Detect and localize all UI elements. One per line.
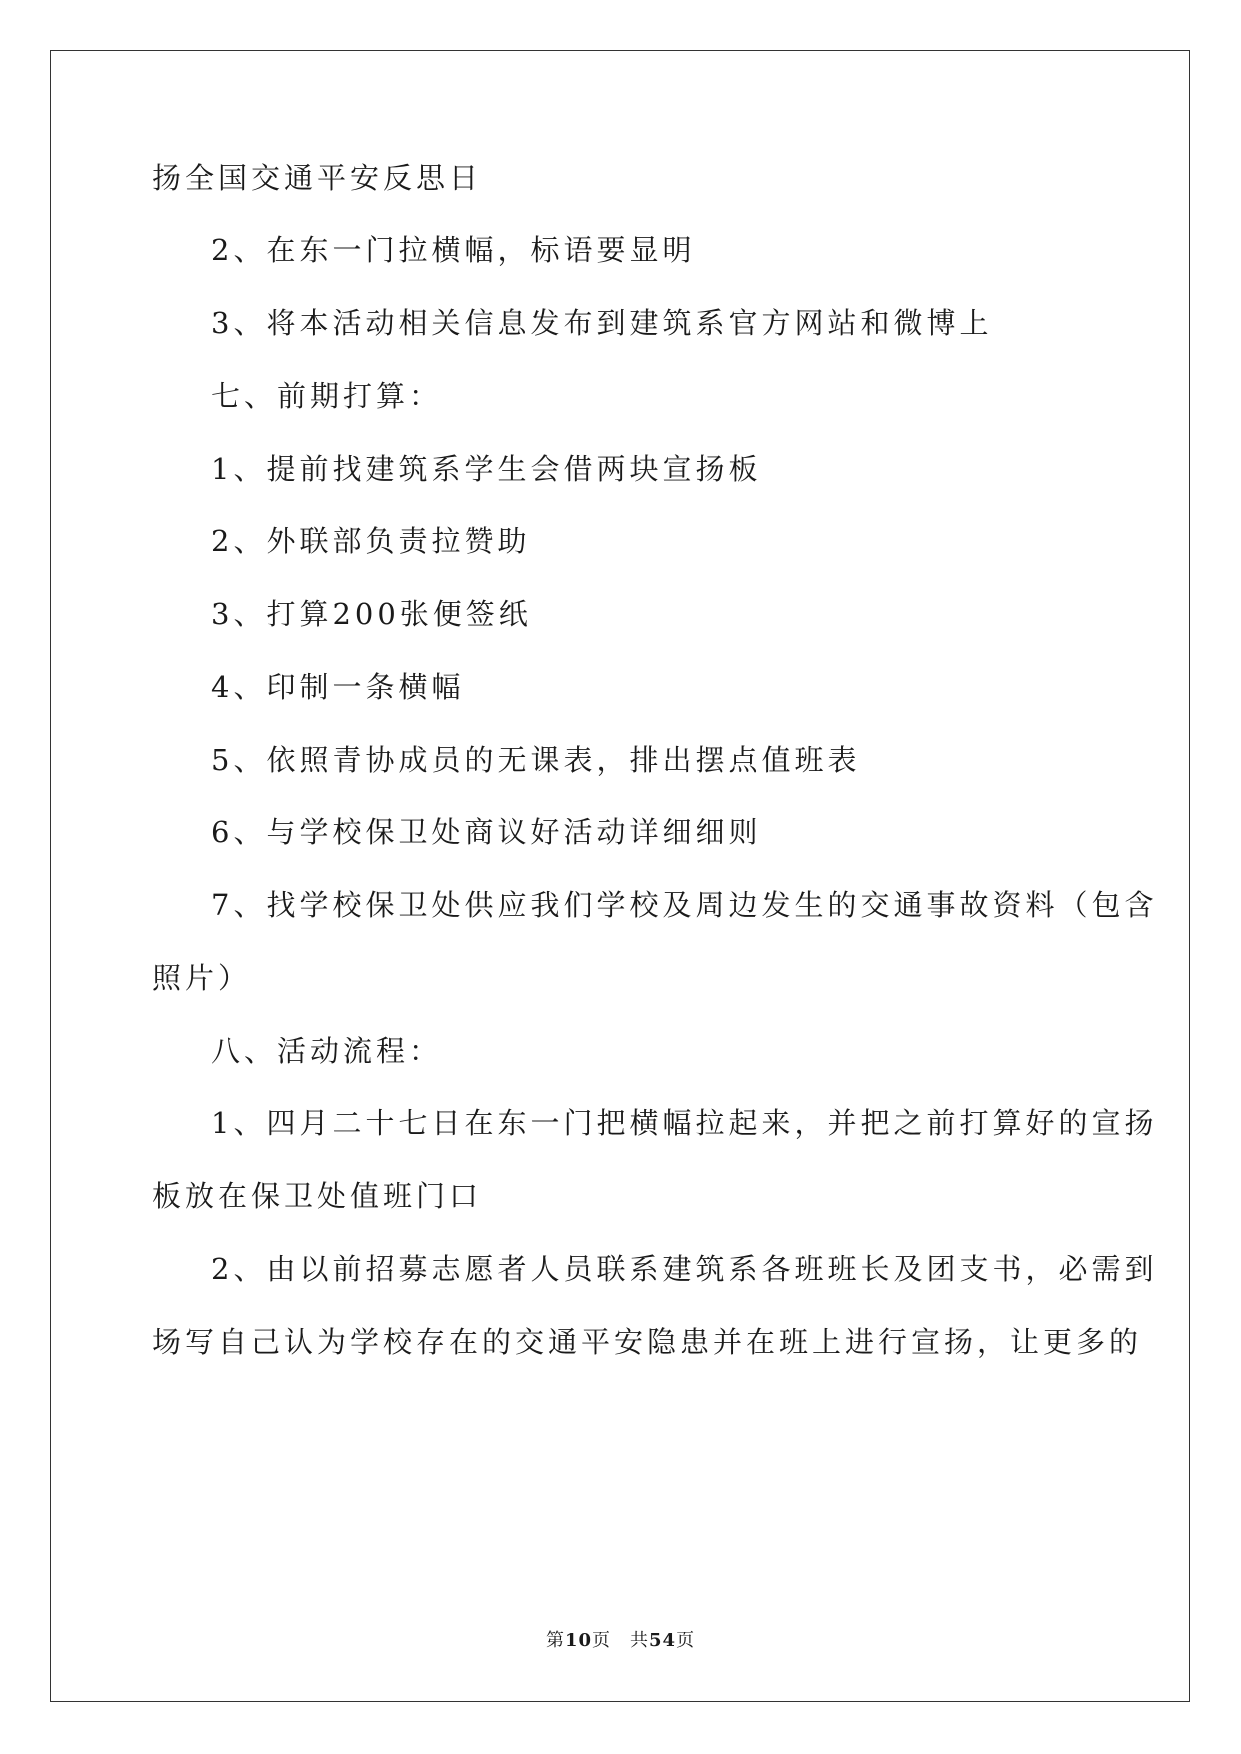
text-line: 1、四月二十七日在东一门把横幅拉起来，并把之前打算好的宣扬 [211, 1106, 1158, 1140]
text-line: 6、与学校保卫处商议好活动详细细则 [211, 815, 762, 849]
text-line: 3、将本活动相关信息发布到建筑系官方网站和微博上 [211, 306, 993, 340]
text-line: 3、打算200张便签纸 [211, 597, 532, 631]
text-line: 2、在东一门拉横幅，标语要显明 [211, 233, 696, 267]
text-line: 7、找学校保卫处供应我们学校及周边发生的交通事故资料（包含 [211, 888, 1158, 922]
text-line: 4、印制一条横幅 [211, 670, 465, 704]
text-line: 2、外联部负责拉赞助 [211, 524, 531, 558]
text-line: 板放在保卫处值班门口 [152, 1179, 483, 1213]
current-page-number: 10 [564, 1630, 592, 1651]
page-border [50, 50, 1190, 1702]
text-line: 照片） [152, 961, 252, 995]
footer-middle: 页 共 [592, 1630, 649, 1651]
text-line: 场写自己认为学校存在的交通平安隐患并在班上进行宣扬，让更多的 [152, 1325, 1143, 1359]
total-page-number: 54 [649, 1630, 677, 1651]
text-line: 2、由以前招募志愿者人员联系建筑系各班班长及团支书，必需到 [211, 1252, 1158, 1286]
page-footer [0, 1626, 1241, 1652]
text-line: 5、依照青协成员的无课表，排出摆点值班表 [211, 743, 861, 777]
text-line: 扬全国交通平安反思日 [152, 161, 483, 195]
footer-prefix: 第 [545, 1630, 565, 1651]
section-heading: 八、活动流程： [211, 1034, 443, 1068]
section-heading: 七、前期打算： [211, 379, 443, 413]
text-line: 1、提前找建筑系学生会借两块宣扬板 [211, 452, 762, 486]
footer-suffix: 页 [676, 1630, 696, 1651]
